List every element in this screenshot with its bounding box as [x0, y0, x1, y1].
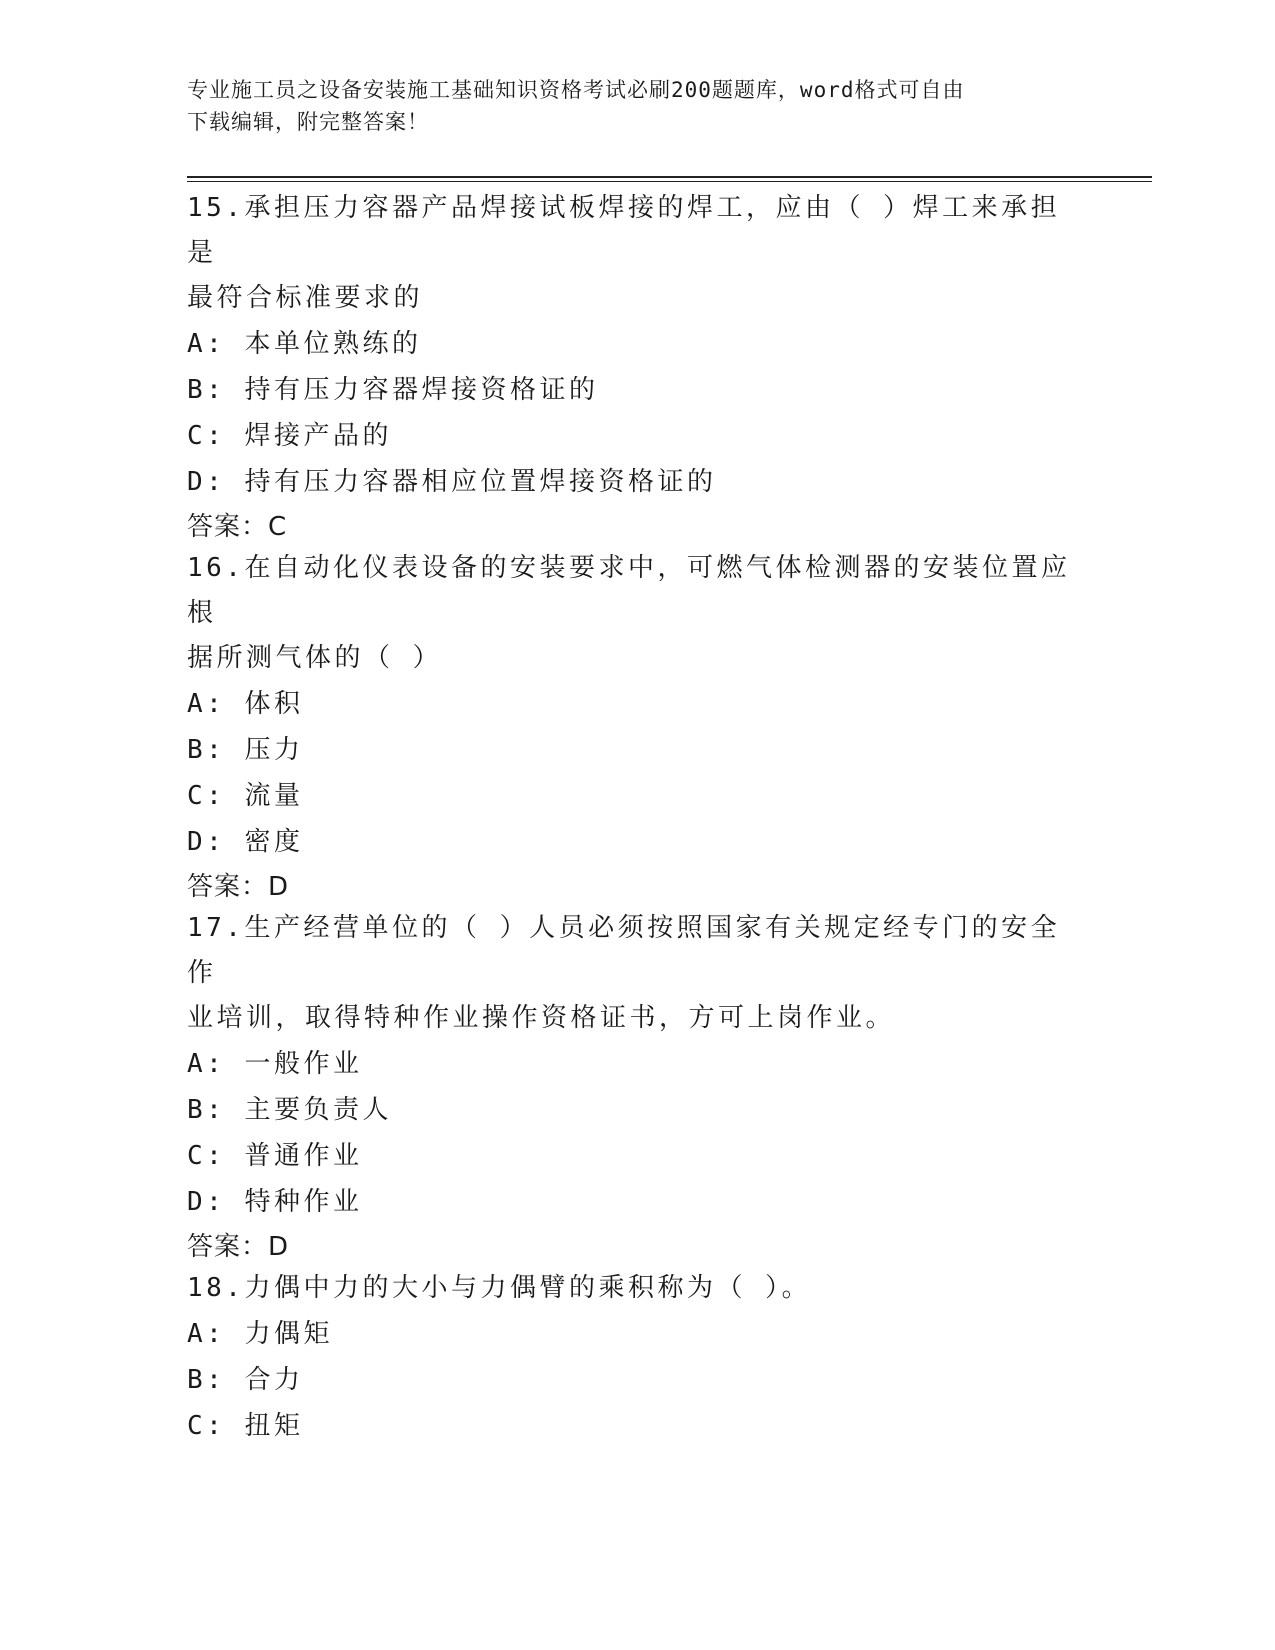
header-divider-bottom — [187, 181, 1152, 182]
answer: 答案：C — [187, 512, 288, 542]
question-stem-line-2: 据所测气体的（ ） — [187, 643, 443, 673]
answer: 答案：D — [187, 872, 290, 902]
option-b: B: 主要负责人 — [187, 1095, 392, 1125]
option-c: C: 焊接产品的 — [187, 421, 392, 451]
question-stem-line-1: 16.在自动化仪表设备的安装要求中，可燃气体检测器的安装位置应根 — [187, 553, 1071, 628]
option-b: B: 合力 — [187, 1365, 304, 1395]
option-b: B: 持有压力容器焊接资格证的 — [187, 375, 599, 405]
option-b: B: 压力 — [187, 735, 304, 765]
question-15 — [187, 186, 1087, 550]
option-d: D: 持有压力容器相应位置焊接资格证的 — [187, 467, 717, 497]
option-c: C: 普通作业 — [187, 1141, 363, 1171]
header-line-1: 专业施工员之设备安装施工基础知识资格考试必刷200题题库，word格式可自由 — [187, 78, 965, 102]
question-stem-line-1: 17.生产经营单位的（ ）人员必须按照国家有关规定经专门的安全作 — [187, 913, 1061, 988]
option-a: A: 一般作业 — [187, 1049, 363, 1079]
question-stem-line-1: 15.承担压力容器产品焊接试板焊接的焊工，应由（ ）焊工来承担是 — [187, 193, 1061, 268]
option-a: A: 体积 — [187, 689, 304, 719]
option-d: D: 密度 — [187, 827, 304, 857]
question-17 — [187, 906, 1087, 1270]
option-d: D: 特种作业 — [187, 1187, 363, 1217]
answer: 答案：D — [187, 1232, 290, 1262]
option-c: C: 扭矩 — [187, 1411, 304, 1441]
question-18 — [187, 1266, 1087, 1449]
option-c: C: 流量 — [187, 781, 304, 811]
question-stem-line-1: 18.力偶中力的大小与力偶臂的乘积称为（ ）。 — [187, 1273, 812, 1303]
header-divider-top — [187, 176, 1152, 178]
question-stem-line-2: 业培训，取得特种作业操作资格证书，方可上岗作业。 — [187, 1003, 896, 1033]
header-line-2: 下载编辑，附完整答案！ — [187, 110, 429, 134]
question-16 — [187, 546, 1087, 910]
option-a: A: 本单位熟练的 — [187, 329, 422, 359]
question-stem-line-2: 最符合标准要求的 — [187, 283, 424, 313]
document-header — [187, 74, 1077, 138]
option-a: A: 力偶矩 — [187, 1319, 333, 1349]
